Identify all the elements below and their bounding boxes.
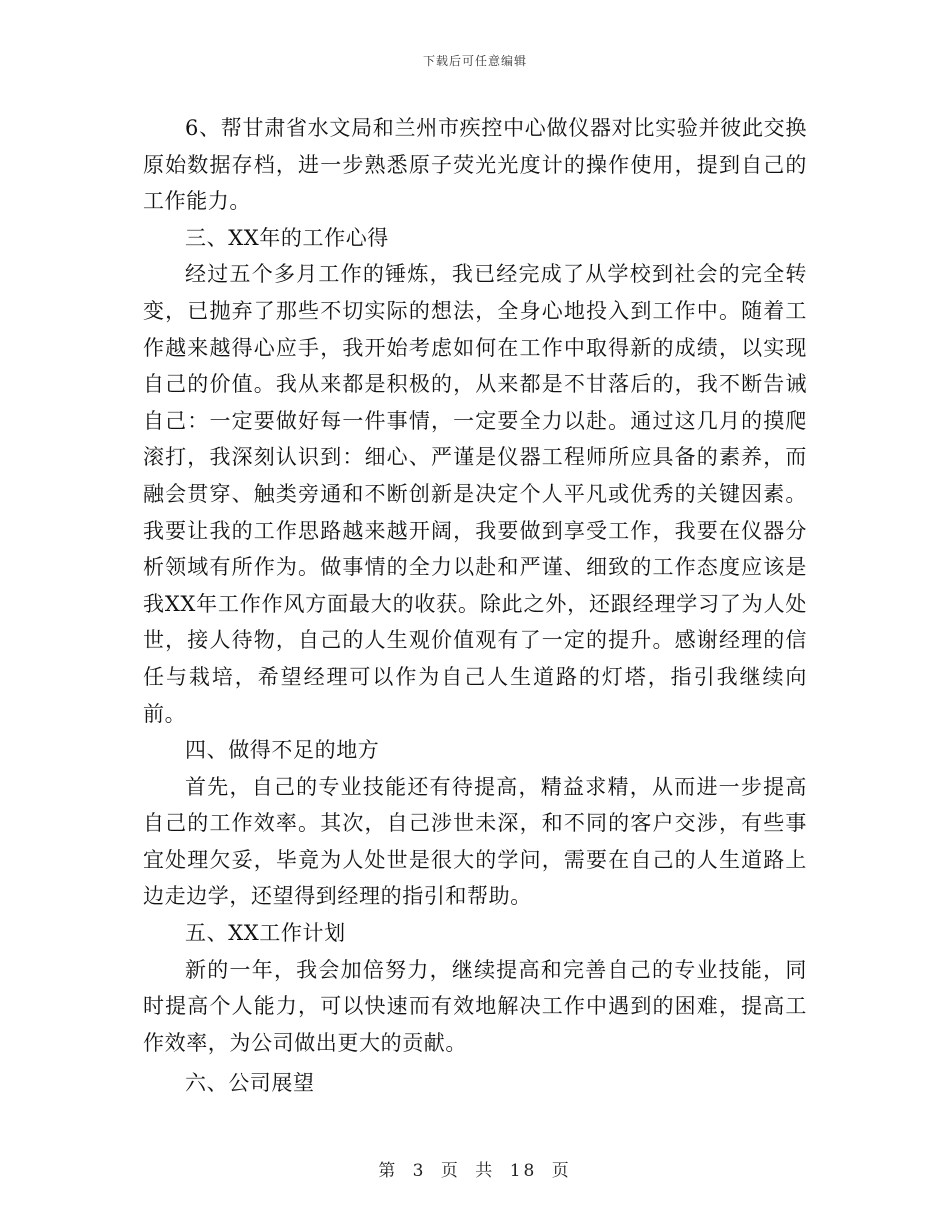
paragraph-shortcomings: 首先，自己的专业技能还有待提高，精益求精，从而进一步提高自己的工作效率。其次，自己涉世未深，和不同的客户交涉，有些事宜处理欠妥，毕竟为人处世是很大的学问，需要在自己的人生道路上边走边学，还望得到经理的指引和帮助。 — [143, 774, 807, 909]
document-body — [143, 110, 807, 1102]
paragraph-item-6: 6、帮甘肃省水文局和兰州市疾控中心做仪器对比实验并彼此交换原始数据存档，进一步熟悉原子荧光光度计的操作使用，提到自己的工作能力。 — [143, 116, 807, 214]
section-heading-5: 五、XX工作计划 — [185, 921, 346, 946]
page-number-footer: 第 3 页 共 18 页 — [378, 1161, 572, 1181]
section-heading-3: 三、XX年的工作心得 — [185, 225, 389, 250]
section-heading-4: 四、做得不足的地方 — [185, 738, 380, 763]
paragraph-work-insights: 经过五个多月工作的锤炼，我已经完成了从学校到社会的完全转变，已抛弃了那些不切实际的想法，全身心地投入到工作中。随着工作越来越得心应手，我开始考虑如何在工作中取得新的成绩，以实现自己的价值。我从来都是积极的，从来都是不甘落后的，我不断告诫自己：一定要做好每一件事情，一定要全力以赴。通过这几月的摸爬滚打，我深刻认识到：细心、严谨是仪器工程师所应具备的素养，而融会贯穿、触类旁通和不断创新是决定个人平凡或优秀的关键因素。我要让我的工作思路越来越开阔，我要做到享受工作，我要在仪器分析领域有所作为。做事情的全力以赴和严谨、细致的工作态度应该是我XX年工作作风方面最大的收获。除此之外，还跟经理学习了为人处世，接人待物，自己的人生观价值观有了一定的提升。感谢经理的信任与栽培，希望经理可以作为自己人生道路的灯塔，指引我继续向前。 — [143, 262, 807, 726]
paragraph-work-plan: 新的一年，我会加倍努力，继续提高和完善自己的专业技能，同时提高个人能力，可以快速而有效地解决工作中遇到的困难，提高工作效率，为公司做出更大的贡献。 — [143, 957, 807, 1055]
page-header-note: 下载后可任意编辑 — [422, 54, 527, 68]
section-heading-6: 六、公司展望 — [185, 1071, 315, 1096]
